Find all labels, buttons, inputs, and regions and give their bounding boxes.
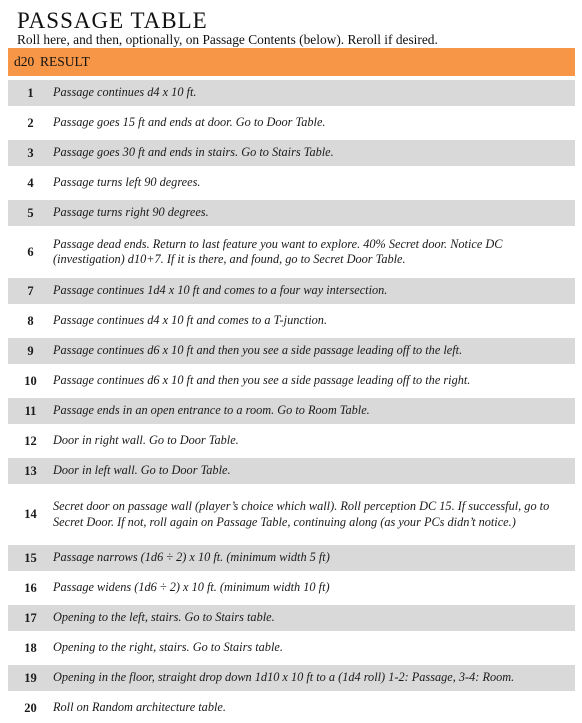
roll-number: 2 xyxy=(27,115,34,130)
table-row xyxy=(8,488,575,541)
table-row xyxy=(8,110,575,136)
table-row xyxy=(8,338,575,364)
table-row xyxy=(8,428,575,454)
roll-result: Passage continues 1d4 x 10 ft and comes to a four way intersection. xyxy=(53,283,388,298)
table-row xyxy=(8,80,575,106)
roll-number: 9 xyxy=(27,343,34,358)
roll-number: 20 xyxy=(24,700,37,715)
roll-result: Opening in the floor, straight drop down 1d10 x 10 ft to a (1d4 roll) 1-2: Passage, 3-4: Room. xyxy=(53,670,515,685)
roll-result: Roll on Random architecture table. xyxy=(53,700,226,715)
roll-result: Passage continues d4 x 10 ft. xyxy=(53,85,197,100)
roll-number: 8 xyxy=(27,313,34,328)
roll-number: 3 xyxy=(27,145,34,160)
roll-number: 19 xyxy=(24,670,37,685)
roll-number: 18 xyxy=(24,640,37,655)
table-row xyxy=(8,170,575,196)
roll-number: 1 xyxy=(27,85,34,100)
column-header-result: RESULT xyxy=(40,54,90,69)
roll-result: Passage dead ends. Return to last feature you want to explore. 40% Secret door. Notice DC (investigation) d10+7. If it is there, and found, go to Secret Door Table. xyxy=(53,236,503,266)
roll-result: Door in right wall. Go to Door Table. xyxy=(53,433,239,448)
page-title: PASSAGE TABLE xyxy=(17,8,208,33)
roll-number: 10 xyxy=(24,373,37,388)
roll-result: Passage turns right 90 degrees. xyxy=(53,205,209,220)
roll-number: 15 xyxy=(24,550,37,565)
roll-result: Passage narrows (1d6 ÷ 2) x 10 ft. (minimum width 5 ft) xyxy=(53,550,330,565)
roll-result: Door in left wall. Go to Door Table. xyxy=(53,463,231,478)
table-row xyxy=(8,545,575,571)
passage-table xyxy=(8,48,575,721)
roll-result: Passage widens (1d6 ÷ 2) x 10 ft. (minimum width 10 ft) xyxy=(53,580,330,595)
table-row xyxy=(8,140,575,166)
table-row xyxy=(8,278,575,304)
table-row xyxy=(8,200,575,226)
table-row xyxy=(8,605,575,631)
roll-result: Passage continues d6 x 10 ft and then you see a side passage leading off to the left. xyxy=(53,343,463,358)
roll-number: 7 xyxy=(27,283,34,298)
roll-number: 4 xyxy=(27,175,34,190)
roll-number: 14 xyxy=(24,507,37,521)
roll-number: 16 xyxy=(24,580,37,595)
roll-number: 11 xyxy=(24,403,37,418)
table-row xyxy=(8,368,575,394)
roll-number: 6 xyxy=(27,244,34,259)
column-header-d20: d20 xyxy=(14,54,35,69)
roll-number: 13 xyxy=(24,463,37,478)
roll-result: Opening to the right, stairs. Go to Stairs table. xyxy=(53,640,283,655)
table-row xyxy=(8,230,575,274)
table-row xyxy=(8,458,575,484)
roll-number: 5 xyxy=(27,205,34,220)
table-row xyxy=(8,575,575,601)
table-row xyxy=(8,635,575,661)
roll-result: Opening to the left, stairs. Go to Stairs table. xyxy=(53,610,275,625)
table-header xyxy=(8,48,575,76)
table-row xyxy=(8,695,575,721)
roll-number: 12 xyxy=(24,433,37,448)
roll-result: Passage goes 30 ft and ends in stairs. Go to Stairs Table. xyxy=(53,145,334,160)
table-row xyxy=(8,665,575,691)
table-instructions: Roll here, and then, optionally, on Passage Contents (below). Reroll if desired. xyxy=(17,32,438,47)
roll-number: 17 xyxy=(24,610,37,625)
roll-result: Passage turns left 90 degrees. xyxy=(53,175,201,190)
roll-result: Passage continues d6 x 10 ft and then you see a side passage leading off to the right. xyxy=(53,373,471,388)
roll-result: Passage goes 15 ft and ends at door. Go to Door Table. xyxy=(53,115,326,130)
table-row xyxy=(8,398,575,424)
roll-result: Passage ends in an open entrance to a room. Go to Room Table. xyxy=(53,403,370,418)
roll-result: Secret door on passage wall (player’s choice which wall). Roll perception DC 15. If successful, go to Secret Door. If not, roll again on Passage Table, continuing along (as your PCs didn’t notice.) xyxy=(53,499,550,529)
table-row xyxy=(8,308,575,334)
roll-result: Passage continues d4 x 10 ft and comes to a T-junction. xyxy=(53,313,328,328)
